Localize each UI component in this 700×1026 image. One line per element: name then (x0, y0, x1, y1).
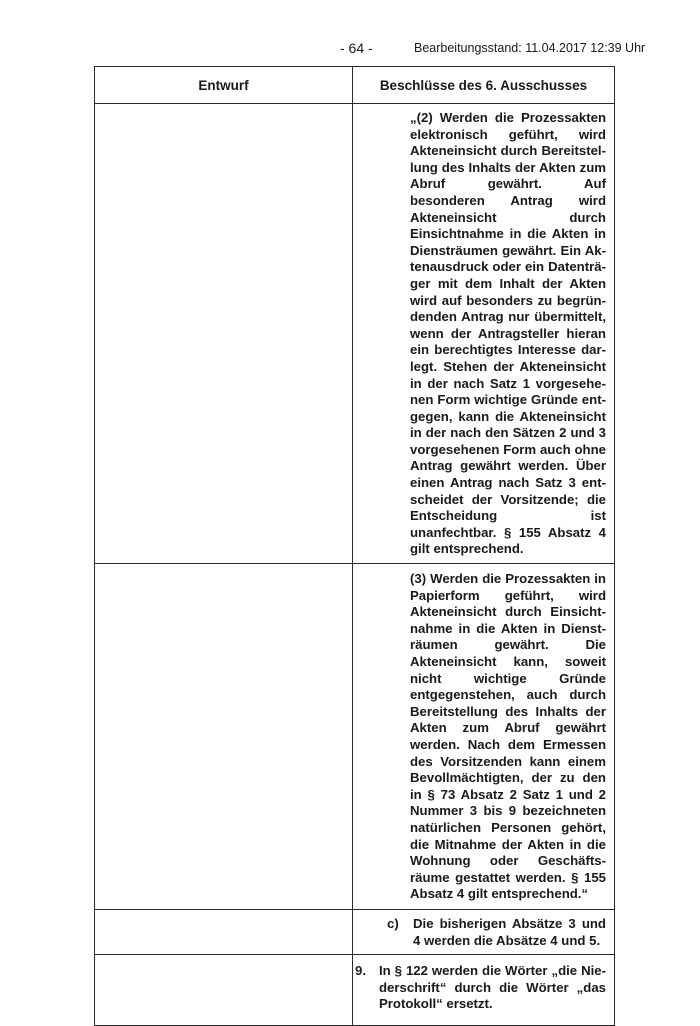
item-text: Die bisherigen Absätze 3 und 4 werden die Absätze 4 und 5. (413, 915, 606, 948)
paragraph-2-text: „(2) Werden die Prozessakten elektronisch geführt, wird Akteneinsicht durch Bereitstellung des Inhalts der Akten zum Abruf gewährt. Auf besonderen Antrag wird Akteneinsicht durch Einsichtnahme in die Akten in Diensträumen gewährt. Ein Aktenausdruck oder ein Datenträger mit dem Inhalt der Akten wird auf besonders zu begründenden Antrag nur übermittelt, wenn der Antragsteller hieran ein berechtigtes Interesse darlegt. Stehen der Akteneinsicht in der nach Satz 1 vorgesehenen Form wichtige Gründe entgegen, kann die Akteneinsicht in der nach den Sätzen 2 und 3 vorgesehenen Form auch ohne Antrag gewährt werden. Über einen Antrag nach Satz 3 entscheidet der Vorsitzende; die Entscheidung ist unanfechtbar. § 155 Absatz 4 gilt entsprechend. (410, 110, 606, 557)
edit-status: Bearbeitungsstand: 11.04.2017 12:39 Uhr (414, 41, 646, 55)
column-header-beschluesse: Beschlüsse des 6. Ausschusses (353, 67, 615, 104)
page-header (0, 40, 700, 60)
table-row (95, 104, 615, 564)
page-number: - 64 - (340, 40, 373, 56)
beschluesse-cell (353, 909, 615, 954)
table-row (95, 564, 615, 910)
entwurf-cell-empty (95, 909, 353, 954)
beschluesse-cell (353, 104, 615, 564)
item-text: In § 122 werden die Wörter „die Niederschrift“ durch die Wörter „das Protokoll“ ersetzt. (379, 963, 606, 1012)
entwurf-cell-empty (95, 564, 353, 910)
paragraph-3-text: (3) Werden die Prozessakten in Papierform geführt, wird Akteneinsicht durch Einsichtnahme in die Akten in Diensträumen gewährt. Die Akteneinsicht kann, soweit nicht wichtige Gründe entgegenstehen, auch durch Bereitstellung des Inhalts der Akten zum Abruf gewährt werden. Nach dem Ermessen des Vorsitzenden kann einem Bevollmächtigten, der zu den in § 73 Absatz 2 Satz 1 und 2 Nummer 3 bis 9 bezeichneten natürlichen Personen gehört, die Mitnahme der Akten in die Wohnung oder Geschäftsräume gestattet werden. § 155 Absatz 4 gilt entsprechend.“ (410, 571, 606, 902)
item-marker: c) (387, 915, 399, 931)
table-header-row (95, 67, 615, 104)
table-row (95, 909, 615, 954)
item-marker: 9. (355, 963, 366, 979)
comparison-table (94, 66, 615, 1026)
beschluesse-cell (353, 564, 615, 910)
entwurf-cell-empty (95, 104, 353, 564)
column-header-entwurf: Entwurf (95, 67, 353, 104)
list-item (353, 910, 614, 954)
